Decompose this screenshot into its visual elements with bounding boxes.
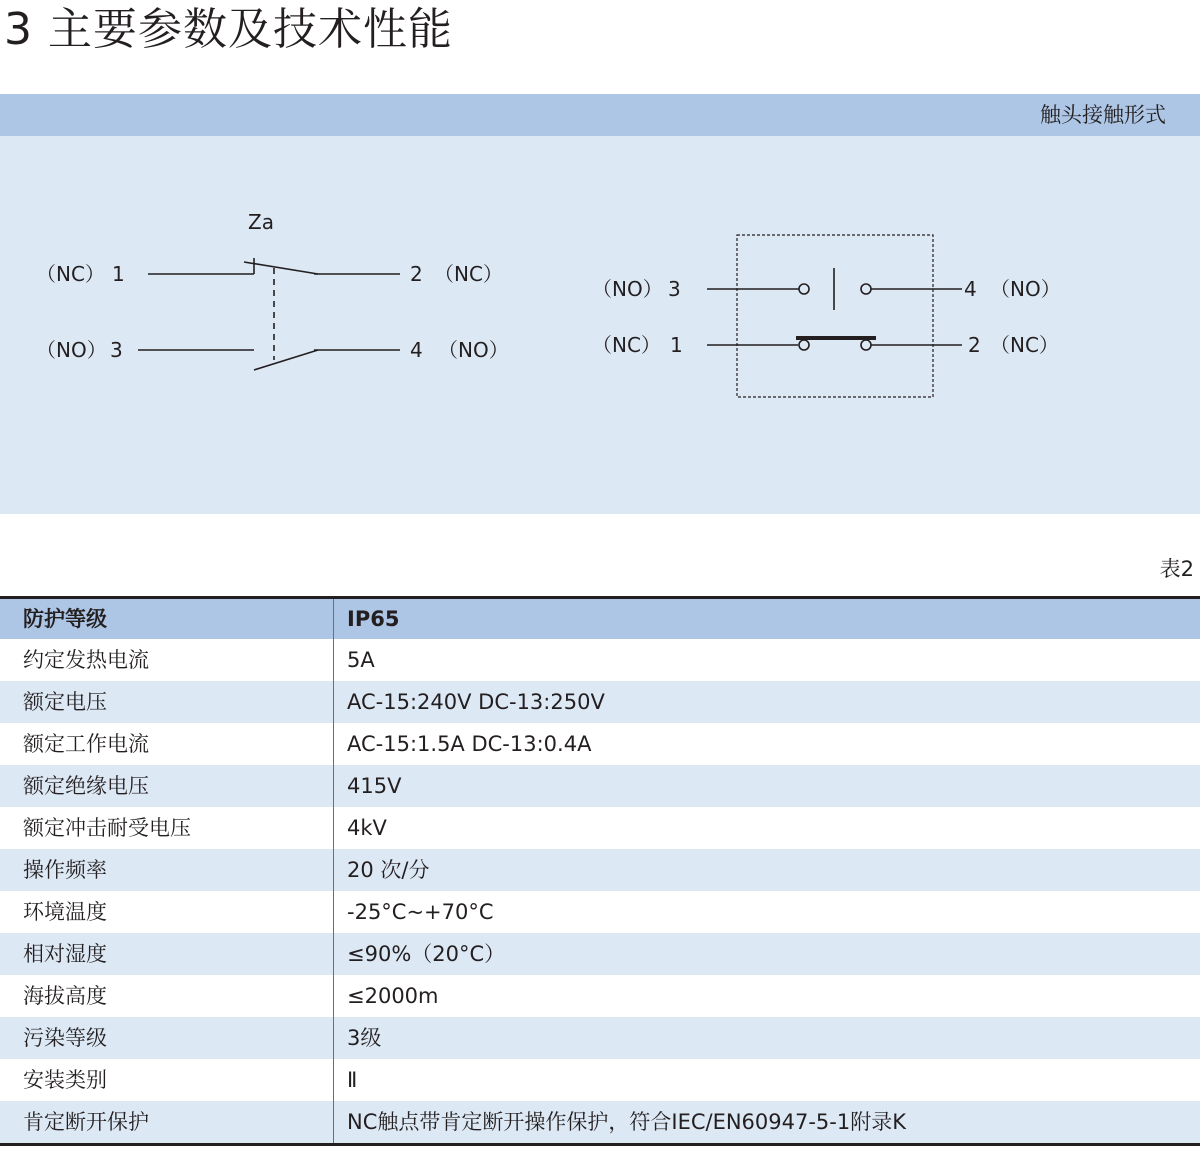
param-value: ≤90%（20°C）: [334, 933, 1200, 975]
table-row: [0, 1017, 1200, 1059]
param-name: 额定电压: [0, 681, 334, 723]
right-row2-type: （NC）: [592, 333, 661, 357]
param-name: 操作频率: [0, 849, 334, 891]
left-row1-type: （NC）: [36, 262, 105, 286]
spec-table: [0, 596, 1200, 1146]
param-value: 20 次/分: [334, 849, 1200, 891]
param-value: -25°C~+70°C: [347, 900, 494, 924]
section-header-label: 触头接触形式: [1040, 103, 1166, 127]
param-name: 相对湿度: [0, 933, 334, 975]
param-name: 环境温度: [0, 891, 334, 933]
left-row1-out-terminal: 2: [410, 262, 423, 286]
left-row2-terminal: 3: [110, 338, 123, 362]
table-header-row: [0, 598, 1200, 640]
param-name: 约定发热电流: [0, 639, 334, 681]
param-name: 海拔高度: [0, 975, 334, 1017]
table-number: 表2: [1159, 557, 1194, 581]
table-row: [0, 1059, 1200, 1101]
param-value: 5A: [347, 648, 375, 672]
left-row2-type: （NO）: [36, 338, 107, 362]
right-contact-symbol: [707, 235, 962, 397]
table-row: [0, 891, 1200, 933]
section-header-band: [0, 94, 1200, 136]
param-value: 3级: [334, 1017, 1200, 1059]
param-name: 安装类别: [0, 1059, 334, 1101]
param-value: 415V: [334, 765, 1200, 807]
left-actuator-label: Za: [248, 210, 274, 234]
table-row: [0, 933, 1200, 975]
param-value: Ⅱ: [347, 1068, 358, 1092]
param-name: 肯定断开保护: [0, 1101, 334, 1145]
param-value: 4kV: [347, 816, 387, 840]
param-value: ≤2000m: [347, 984, 439, 1008]
table-row: [0, 765, 1200, 807]
param-value: AC-15:1.5A DC-13:0.4A: [347, 732, 592, 756]
right-row2-terminal: 1: [670, 333, 683, 357]
right-row1-type: （NO）: [592, 277, 663, 301]
table-row: [0, 975, 1200, 1017]
left-contact-symbol: [138, 258, 400, 370]
right-row1-out-type: （NO）: [990, 277, 1061, 301]
page-title: 3 主要参数及技术性能: [4, 4, 453, 55]
table-row: [0, 723, 1200, 765]
right-row1-terminal: 3: [668, 277, 681, 301]
left-row2-out-type: （NO）: [438, 338, 509, 362]
right-row2-out-type: （NC）: [990, 333, 1059, 357]
table-row: [0, 681, 1200, 723]
param-name: 额定冲击耐受电压: [0, 807, 334, 849]
table-row: [0, 1101, 1200, 1145]
right-row2-out-terminal: 2: [968, 333, 981, 357]
param-name: 额定工作电流: [0, 723, 334, 765]
left-row2-out-terminal: 4: [410, 338, 423, 362]
table-row: [0, 807, 1200, 849]
header-name-cell: 防护等级: [0, 598, 334, 640]
param-name: 额定绝缘电压: [0, 765, 334, 807]
table-row: [0, 639, 1200, 681]
contact-diagram: [0, 136, 1200, 514]
param-name: 污染等级: [0, 1017, 334, 1059]
right-row1-out-terminal: 4: [964, 277, 977, 301]
table-row: [0, 849, 1200, 891]
left-row1-terminal: 1: [112, 262, 125, 286]
left-row1-out-type: （NC）: [434, 262, 503, 286]
param-value: AC-15:240V DC-13:250V: [334, 681, 1200, 723]
param-value: NC触点带肯定断开操作保护，符合IEC/EN60947-5-1附录K: [334, 1101, 1200, 1145]
header-value-cell: IP65: [334, 598, 1200, 640]
